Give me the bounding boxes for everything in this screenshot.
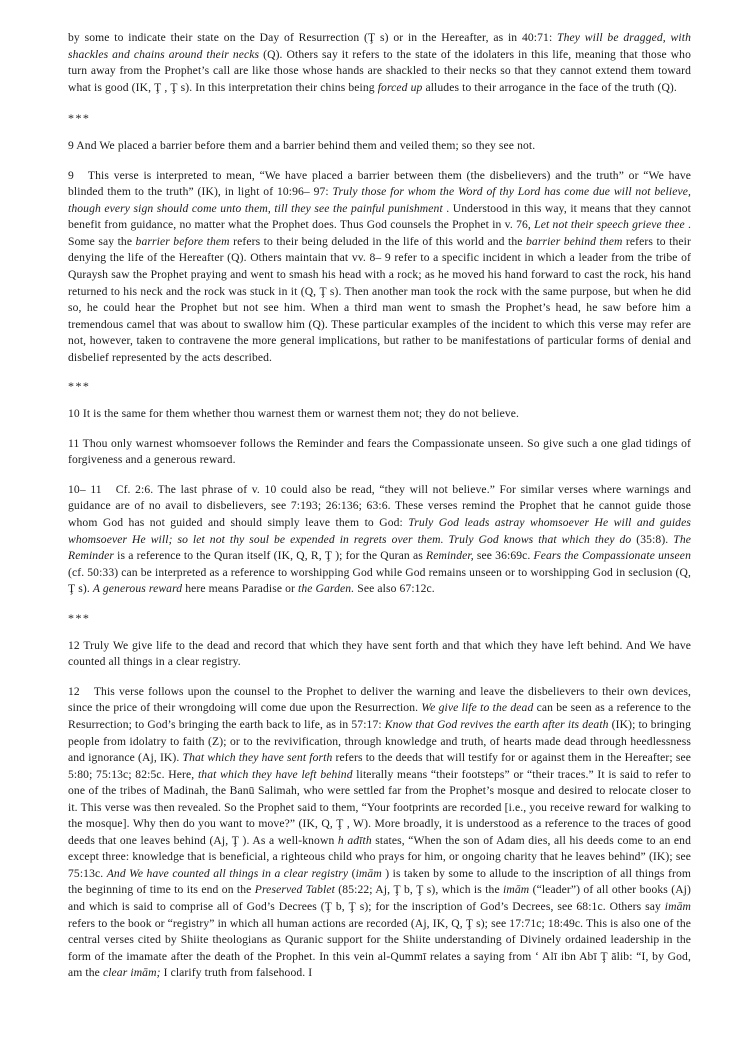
section-separator: *** bbox=[68, 610, 91, 625]
verse-text-9: 9 And We placed a barrier before them and a barrier behind them and veiled them; so they see not. bbox=[68, 139, 536, 153]
commentary-9: 9 This verse is interpreted to mean, “We have placed a barrier between them (the disbelievers) and the truth” or “We have blinded them to the truth” (IK), in light of 10:96– 97: Truly those for whom the Word of thy Lord has come due will not believe, though every sign should come unto them, till they see the painful punishment . Understood in this way, it means that they cannot benefit from guidance, no matter what the Prophet does. Thus God counsels the Prophet in v. 76, Let not their speech grieve thee . Some say the barrier before them refers to their being deluded in the life of this world and the barrier behind them refers to their denying the life of the Hereafter (Q). Others maintain that vv. 8– 9 refer to a specific incident in which a leader from the tribe of Quraysh saw the Prophet praying and went to smash his head with a rock; as he moved his hand forward to cast the rock, his hand returned to his neck and the rock was stuck in it (Q, Ţ s). Then another man took the rock with the same purpose, but when he did so, he could hear the Prophet but not see him. When a third man went to smash the Prophet’s head, he saw before him a tremendous camel that was about to swallow him (Q). These particular examples of the incident to which this verse may refer are not, however, taken to contravene the more general implications, but rather to be manifestations of particular forms of denial and disbelief represented by the acts described. bbox=[68, 168, 692, 364]
section-separator: *** bbox=[68, 111, 91, 126]
section-separator: *** bbox=[68, 379, 91, 394]
verse-text-10: 10 It is the same for them whether thou warnest them or warnest them not; they do not believe. bbox=[68, 407, 520, 421]
verse-text-11: 11 Thou only warnest whomsoever follows the Reminder and fears the Compassionate unseen. So give such a one glad tidings of forgiveness and a generous reward. bbox=[68, 436, 691, 467]
paragraph-continuation: by some to indicate their state on the Day of Resurrection (Ţ s) or in the Hereafter, as in 40:71: They will be dragged, with shackles and chains around their necks (Q). Others say it refers to the state of the idolaters in this life, meaning that those who turn away from the Prophet’s call are like those whose hands are shackled to their necks so that they cannot extend them toward what is good (IK, Ţ , Ţ s). In this interpretation their chins being forced up alludes to their arrogance in the face of the truth (Q). bbox=[68, 31, 691, 94]
verse-text-12: 12 Truly We give life to the dead and record that which they have sent forth and that which they have left behind. And We have counted all things in a clear registry. bbox=[68, 638, 691, 669]
commentary-10-11: 10– 11 Cf. 2:6. The last phrase of v. 10 could also be read, “they will not believe.” For similar verses where warnings and guidance are of no avail to disbelievers, see 7:193; 26:136; 63:6. These verses remind the Prophet that he cannot guide those whom God has not guided and should simply leave them to God: Truly God leads astray whomsoever He will and guides whomsoever He will; so let not thy soul be expended in regrets over them. Truly God knows that which they do (35:8). The Reminder is a reference to the Quran itself (IK, Q, R, Ţ ); for the Quran as Reminder, see 36:69c. Fears the Compassionate unseen (cf. 50:33) can be interpreted as a reference to worshipping God while God remains unseen or to worshipping God in seclusion (Q, Ţ s). A generous reward here means Paradise or the Garden. See also 67:12c. bbox=[68, 482, 691, 596]
commentary-12: 12 This verse follows upon the counsel to the Prophet to deliver the warning and leave the disbelievers to their own devices, since the price of their wrongdoing will come due upon the Resurrection. We give life to the dead can be seen as a reference to the Resurrection; to God’s bringing the earth back to life, as in 57:17: Know that God revives the earth after its death (IK); to bringing people from idolatry to faith (Z); or to the revivification, through knowledge and truth, of hearts made dead through heedlessness and ignorance (Aj, IK). That which they have sent forth refers to the deeds that will testify for or against them in the Hereafter; see 5:80; 75:13c; 82:5c. Here, that which they have left behind literally means “their footsteps” or “their traces.” It is said to refer to one of the tribes of Madinah, the Banū Salimah, who were settled far from the Prophet’s mosque and desired to relocate closer to it. This verse was then revealed. So the Prophet said to them, “Your footprints are recorded [i.e., you receive reward for walking to the mosque]. Why then do you want to move?” (IK, Q, Ţ , W). More broadly, it is understood as a reference to the traces of good deeds that one leaves behind (Aj, Ţ ). As a well-known h adīth states, “When the son of Adam dies, all his deeds come to an end except three: knowledge that is beneficial, a righteous child who prays for him, or ongoing charity that he leaves behind” (IK); see 75:13c. And We have counted all things in a clear registry (imām ) is taken by some to allude to the inscription of all things from the beginning of time to its end on the Preserved Tablet (85:22; Aj, Ţ b, Ţ s), which is the imām (“leader”) of all other books (Aj) and which is said to comprise all of God’s Decrees (Ţ b, Ţ s); for the inscription of God’s Decrees, see 68:1c. Others say imām refers to the book or “registry” in which all human actions are recorded (Aj, IK, Q, Ţ s); see 17:71c; 18:49c. This is also one of the central verses cited by Shiite theologians as Quranic support for the Shiite understanding of Divinely ordained leadership in the form of the imamate after the death of the Prophet. In this vein al-Qummī relates a saying from ‘ Alī ibn Abī Ţ ālib: “I, by God, am the clear imām; I clarify truth from falsehood. I bbox=[68, 684, 692, 980]
